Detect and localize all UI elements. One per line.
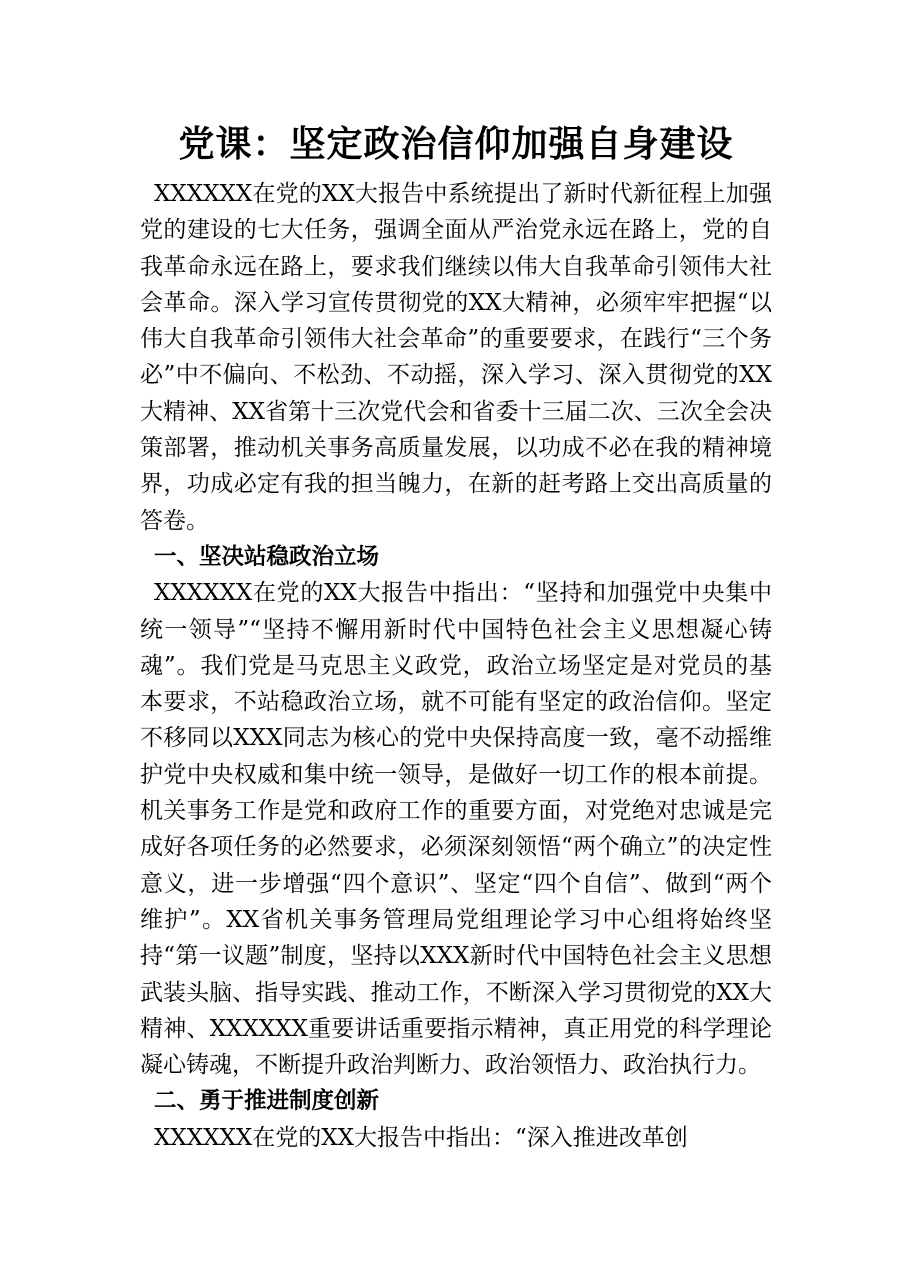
section-body-1: XXXXXX在党的XX大报告中指出：“坚持和加强党中央集中统一领导”“坚持不懈用新时代中国特色社会主义思想凝心铸魂”。我们党是马克思主义政党，政治立场坚定是对党员的基本要求，不站稳政治立场，就不可能有坚定的政治信仰。坚定不移同以XXX同志为核心的党中央保持高度一致，毫不动摇维护党中央权威和集中统一领导，是做好一切工作的根本前提。机关事务工作是党和政府工作的重要方面，对党绝对忠诚是完成好各项任务的必然要求，必须深刻领悟“两个确立”的决定性意义，进一步增强“四个意识”、坚定“四个自信”、做到“两个维护”。XX省机关事务管理局党组理论学习中心组将始终坚持“第一议题”制度，坚持以XXX新时代中国特色社会主义思想武装头脑、指导实践、推动工作，不断深入学习贯彻党的XX大精神、XXXXXX重要讲话重要指示精神，真正用党的科学理论凝心铸魂，不断提升政治判断力、政治领悟力、政治执行力。 xyxy=(140,580,772,1079)
section-body-2: XXXXXX在党的XX大报告中指出：“深入推进改革创 xyxy=(154,1124,688,1151)
section-heading-1: 一、坚决站稳政治立场 xyxy=(154,543,380,570)
document-page xyxy=(140,120,772,1156)
intro-paragraph: XXXXXX在党的XX大报告中系统提出了新时代新征程上加强党的建设的七大任务，强调全面从严治党永远在路上，党的自我革命永远在路上，要求我们继续以伟大自我革命引领伟大社会革命。深入学习宣传贯彻党的XX大精神，必须牢牢把握“以伟大自我革命引领伟大社会革命”的重要要求，在践行“三个务必”中不偏向、不松劲、不动摇，深入学习、深入贯彻党的XX大精神、XX省第十三次党代会和省委十三届二次、三次全会决策部署，推动机关事务高质量发展，以功成不必在我的精神境界，功成必定有我的担当魄力，在新的赶考路上交出高质量的答卷。 xyxy=(140,181,772,534)
section-heading-2: 二、勇于推进制度创新 xyxy=(154,1088,380,1115)
document-title: 党课：坚定政治信仰加强自身建设 xyxy=(178,123,734,165)
